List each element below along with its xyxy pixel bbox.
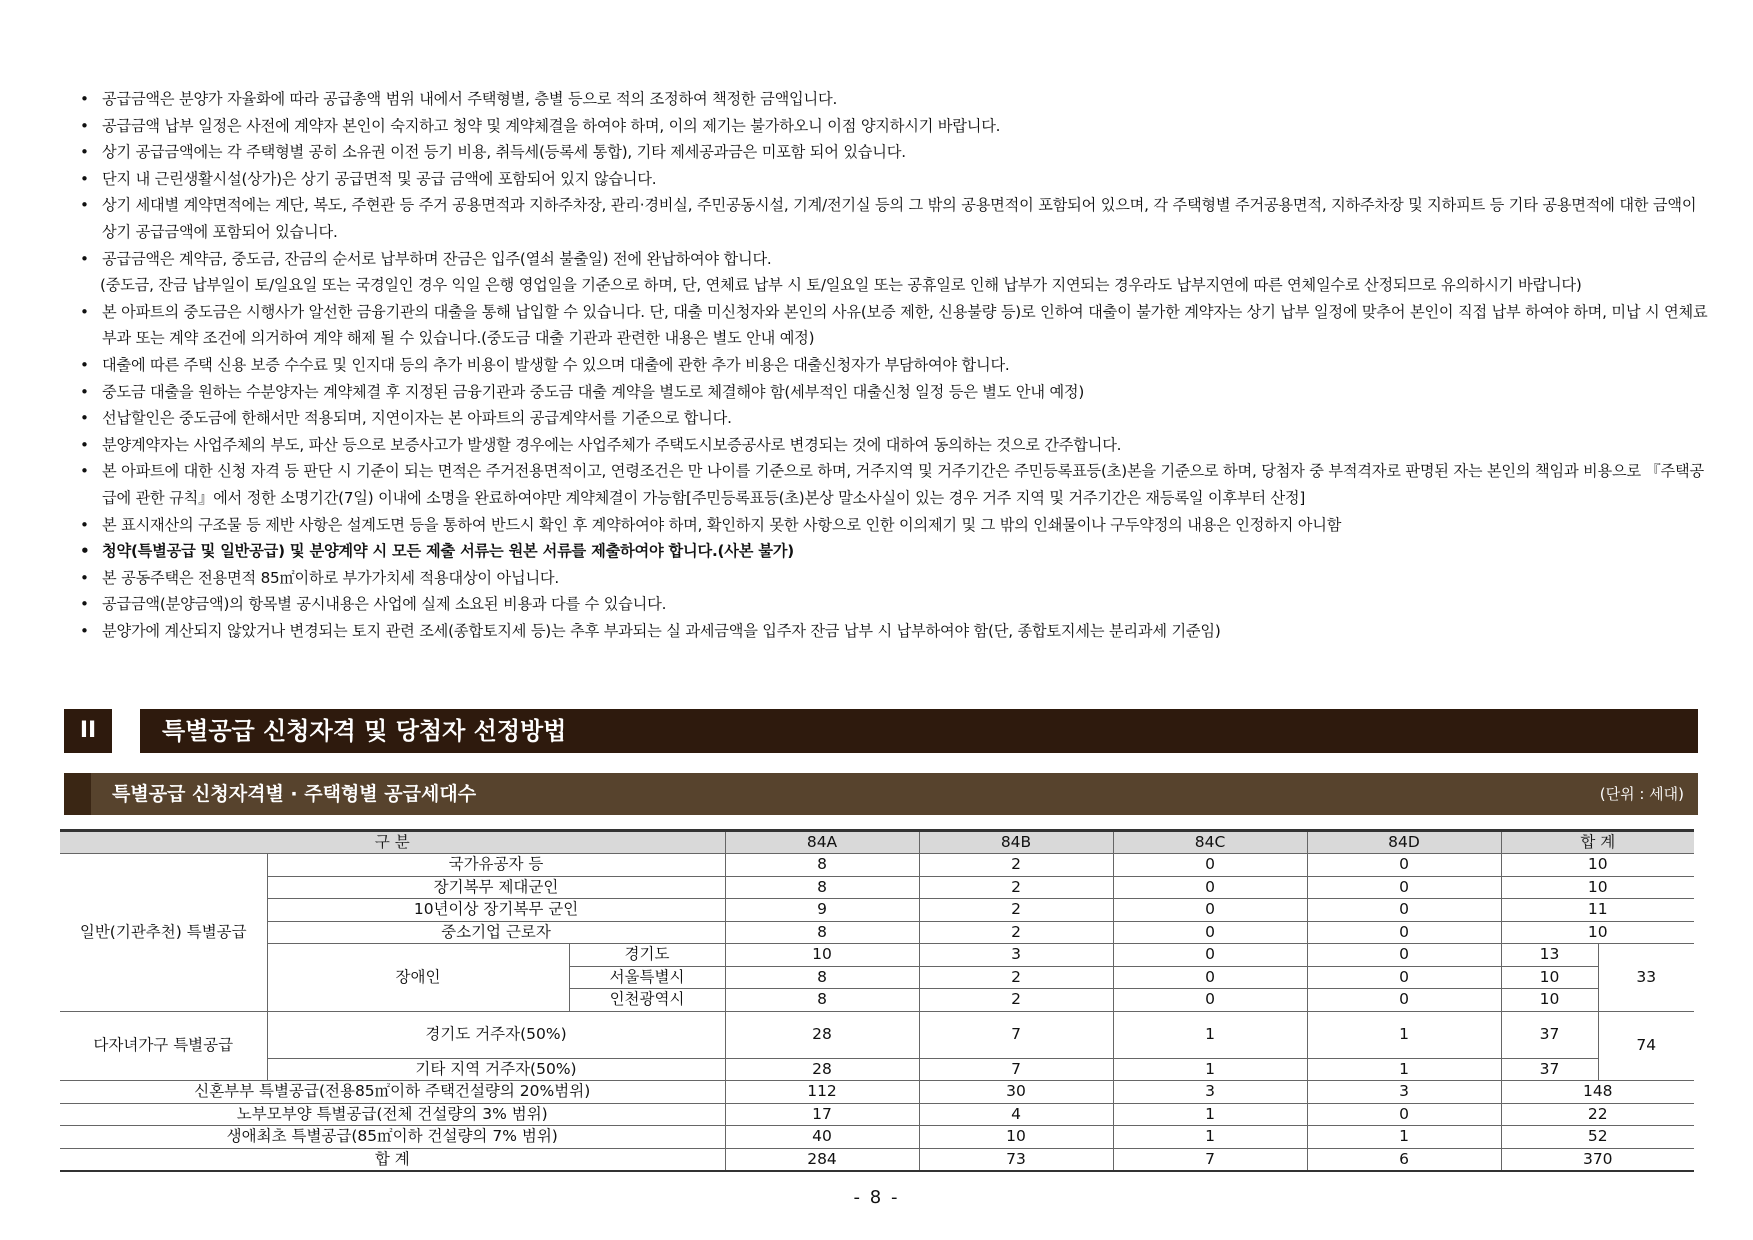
note-text: 본 아파트에 대한 신청 자격 등 판단 시 기준이 되는 면적은 주거전용면적이고, 연령조건은 만 나이를 기준으로 하며, 거주지역 및 거주기간은 주민등록표등(초)본을 기준으로 하며, 당첨자 중 부적격자로 판명된 자는 본인의 책임과 비용으로 『주택공급에 관한 규칙』에서 정한 소명기간(7일) 이내에 소명을 완료하여야만 계약체결이 가능함[주민등록표등(초)본상 말소사실이 있는 경우 거주 지역 및 거주기간은 재등록일 이후부터 산정] [102,462,1704,507]
cell-value: 0 [1307,876,1501,899]
note-text: 상기 세대별 계약면적에는 계단, 복도, 주현관 등 주거 공용면적과 지하주차장, 관리·경비실, 주민공동시설, 기계/전기실 등의 그 밖의 공용면적이 포함되어 있으며, 각 주택형별 주거공용면적, 지하주차장 및 지하피트 등 기타 공용면적에 대한 금액이 상기 공급금액에 포함되어 있습니다. [102,196,1697,241]
bullet-icon: • [80,196,89,215]
bullet-icon: • [80,515,89,534]
note-text: 청약(특별공급 및 일반공급) 및 분양계약 시 모든 제출 서류는 원본 서류를 제출하여야 합니다.(사본 불가) [102,542,794,561]
cell-value: 1 [1113,1011,1307,1058]
cell-group-sum: 74 [1598,1011,1694,1081]
section-title: 특별공급 신청자격 및 당첨자 선정방법 [140,709,1698,753]
bullet-icon: • [80,621,89,640]
cell-value: 0 [1307,899,1501,922]
note-item [80,618,1710,645]
table-row [60,1081,1694,1104]
note-item [80,379,1710,406]
cell-value: 0 [1113,899,1307,922]
cell-value: 2 [919,876,1113,899]
cell-value: 0 [1307,1103,1501,1126]
note-text: 공급금액 납부 일정은 사전에 계약자 본인이 숙지하고 청약 및 계약체결을 하여야 하며, 이의 제기는 불가하오니 이점 양지하시기 바랍니다. [102,116,1001,135]
cell-value: 0 [1113,944,1307,967]
section-number: II [64,709,112,753]
row-label: 장기복무 제대군인 [267,876,725,899]
note-item [80,246,1710,273]
cell-value: 1 [1113,1103,1307,1126]
table-row [60,854,1694,877]
cell-value: 1 [1307,1126,1501,1149]
header-total: 합 계 [1501,831,1694,854]
cell-value: 8 [725,876,919,899]
cell-value: 0 [1113,921,1307,944]
note-item [80,512,1710,539]
note-text: 분양계약자는 사업주체의 부도, 파산 등으로 보증사고가 발생할 경우에는 사업주체가 주택도시보증공사로 변경되는 것에 대하여 동의하는 것으로 간주합니다. [102,435,1122,454]
note-item [80,166,1710,193]
row-label: 중소기업 근로자 [267,921,725,944]
table-row [60,899,1694,922]
table-row [60,1103,1694,1126]
note-item [80,458,1710,511]
cell-value: 8 [725,966,919,989]
header-type: 84A [725,831,919,854]
row-label: 노부모부양 특별공급(전체 건설량의 3% 범위) [60,1103,725,1126]
group-label: 일반(기관추천) 특별공급 [60,854,267,1012]
grand-total-row [60,1148,1694,1171]
cell-subtotal: 37 [1501,1011,1598,1058]
disabled-label: 장애인 [267,944,569,1012]
cell-value: 7 [1113,1148,1307,1171]
cell-total: 10 [1501,921,1694,944]
cell-value: 10 [725,944,919,967]
cell-value: 284 [725,1148,919,1171]
cell-value: 0 [1307,854,1501,877]
note-item [80,565,1710,592]
cell-value: 2 [919,989,1113,1012]
note-item [80,299,1710,352]
supply-table [60,829,1694,1172]
cell-subtotal: 37 [1501,1058,1598,1081]
cell-value: 0 [1307,966,1501,989]
notes-list [80,86,1710,644]
table-header-row [60,831,1694,854]
cell-value: 30 [919,1081,1113,1104]
note-text: 공급금액(분양금액)의 항목별 공시내용은 사업에 실제 소요된 비용과 다를 수 있습니다. [102,595,667,614]
cell-total: 11 [1501,899,1694,922]
cell-subtotal: 13 [1501,944,1598,967]
cell-value: 2 [919,921,1113,944]
cell-value: 0 [1307,989,1501,1012]
table-row [60,1058,1694,1081]
bullet-icon: • [80,116,89,135]
cell-total: 52 [1501,1126,1694,1149]
note-item [80,432,1710,459]
cell-value: 0 [1113,989,1307,1012]
cell-value: 3 [1307,1081,1501,1104]
row-label: 신혼부부 특별공급(전용85㎡이하 주택건설량의 20%범위) [60,1081,725,1104]
cell-value: 9 [725,899,919,922]
note-text: 중도금 대출을 원하는 수분양자는 계약체결 후 지정된 금융기관과 중도금 대출 계약을 별도로 체결해야 함(세부적인 대출신청 일정 등은 별도 안내 예정) [102,382,1085,401]
header-category: 구 분 [60,831,725,854]
cell-value: 4 [919,1103,1113,1126]
header-type: 84D [1307,831,1501,854]
section-header [64,709,1698,753]
cell-subtotal: 10 [1501,966,1598,989]
note-text: 대출에 따른 주택 신용 보증 수수료 및 인지대 등의 추가 비용이 발생할 수 있으며 대출에 관한 추가 비용은 대출신청자가 부담하여야 합니다. [102,355,1010,374]
region-label: 경기도 [569,944,725,967]
table-row [60,1126,1694,1149]
cell-value: 3 [1113,1081,1307,1104]
bullet-icon: • [80,249,89,268]
cell-value: 0 [1307,944,1501,967]
row-label: 국가유공자 등 [267,854,725,877]
bullet-icon: • [80,90,89,108]
cell-total: 10 [1501,854,1694,877]
cell-value: 2 [919,854,1113,877]
note-text: 단지 내 근린생활시설(상가)은 상기 공급면적 및 공급 금액에 포함되어 있지 않습니다. [102,169,657,188]
bullet-icon: • [80,169,89,188]
note-item [80,538,1710,565]
cell-value: 1 [1307,1011,1501,1058]
note-item [80,591,1710,618]
note-text: 공급금액은 계약금, 중도금, 잔금의 순서로 납부하며 잔금은 입주(열쇠 불출일) 전에 완납하여야 합니다. [102,249,772,268]
cell-value: 7 [919,1011,1113,1058]
cell-total: 10 [1501,876,1694,899]
cell-group-sum: 33 [1598,944,1694,1012]
cell-value: 8 [725,989,919,1012]
table-row [60,876,1694,899]
cell-value: 73 [919,1148,1113,1171]
note-text: 공급금액은 분양가 자율화에 따라 공급총액 범위 내에서 주택형별, 층별 등으로 적의 조정하여 책정한 금액입니다. [102,90,838,108]
cell-value: 2 [919,966,1113,989]
header-type: 84B [919,831,1113,854]
row-label: 10년이상 장기복무 군인 [267,899,725,922]
row-label: 경기도 거주자(50%) [267,1011,725,1058]
cell-value: 7 [919,1058,1113,1081]
note-text: 본 아파트의 중도금은 시행사가 알선한 금융기관의 대출을 통해 납입할 수 있습니다. 단, 대출 미신청자와 본인의 사유(보증 제한, 신용불량 등)로 인하여 대출이 불가한 계약자는 상기 납부 일정에 맞추어 본인이 직접 납부 하여야 하며, 미납 시 연체료 부과 또는 계약 조건에 의거하여 계약 해제 될 수 있습니다.(중도금 대출 기관과 관련한 내용은 별도 안내 예정) [102,302,1708,348]
subsection-title: 특별공급 신청자격별 · 주택형별 공급세대수 [112,783,477,805]
note-text: 선납할인은 중도금에 한해서만 적용되며, 지연이자는 본 아파트의 공급계약서를 기준으로 합니다. [102,409,732,428]
cell-total: 22 [1501,1103,1694,1126]
note-item [80,352,1710,379]
cell-total: 148 [1501,1081,1694,1104]
bullet-icon: • [80,143,89,162]
cell-value: 0 [1307,921,1501,944]
cell-value: 10 [919,1126,1113,1149]
region-label: 인천광역시 [569,989,725,1012]
subsection-header [64,773,1698,815]
page-number: - 8 - [853,1187,900,1208]
cell-total: 370 [1501,1148,1694,1171]
cell-value: 6 [1307,1148,1501,1171]
note-item [80,192,1710,245]
cell-value: 28 [725,1058,919,1081]
bullet-icon: • [80,302,89,321]
bullet-icon: • [80,542,90,561]
bullet-icon: • [80,595,89,614]
cell-value: 17 [725,1103,919,1126]
row-label: 합 계 [60,1148,725,1171]
cell-value: 0 [1113,854,1307,877]
bullet-icon: • [80,462,89,481]
note-subtext: (중도금, 잔금 납부일이 토/일요일 또는 국경일인 경우 익일 은행 영업일을 기준으로 하며, 단, 연체료 납부 시 토/일요일 또는 공휴일로 인해 납부가 지연되는 경우라도 납부지연에 따른 연체일수로 산정되므로 유의하시기 바랍니다) [100,276,1582,295]
cell-value: 0 [1113,966,1307,989]
cell-value: 1 [1307,1058,1501,1081]
unit-label: (단위 : 세대) [1599,785,1684,803]
note-text: 본 공동주택은 전용면적 85㎡이하로 부가가치세 적용대상이 아닙니다. [102,568,560,587]
region-label: 서울특별시 [569,966,725,989]
note-text: 분양가에 계산되지 않았거나 변경되는 토지 관련 조세(종합토지세 등)는 추후 부과되는 실 과세금액을 입주자 잔금 납부 시 납부하여야 함(단, 종합토지세는 분리과세 기준임) [102,621,1221,640]
cell-value: 1 [1113,1126,1307,1149]
table-row [60,944,1694,967]
note-text: 본 표시재산의 구조물 등 제반 사항은 설계도면 등을 통하여 반드시 확인 후 계약하여야 하며, 확인하지 못한 사항으로 인한 이의제기 및 그 밖의 인쇄물이나 구두약정의 내용은 인정하지 아니함 [102,515,1342,534]
bullet-icon: • [80,435,89,454]
bullet-icon: • [80,355,89,374]
cell-subtotal: 10 [1501,989,1598,1012]
row-label: 기타 지역 거주자(50%) [267,1058,725,1081]
cell-value: 8 [725,921,919,944]
cell-value: 1 [1113,1058,1307,1081]
group-label: 다자녀가구 특별공급 [60,1011,267,1081]
note-text: 상기 공급금액에는 각 주택형별 공히 소유권 이전 등기 비용, 취득세(등록세 통합), 기타 제세공과금은 미포함 되어 있습니다. [102,143,906,162]
row-label: 생애최초 특별공급(85㎡이하 건설량의 7% 범위) [60,1126,725,1149]
note-item [80,139,1710,166]
note-item [80,113,1710,140]
bullet-icon: • [80,568,89,587]
table-row [60,1011,1694,1058]
cell-value: 8 [725,854,919,877]
header-type: 84C [1113,831,1307,854]
cell-value: 3 [919,944,1113,967]
note-item [80,86,1710,113]
note-item [80,405,1710,432]
subsection-accent [64,773,91,815]
cell-value: 112 [725,1081,919,1104]
table-row [60,921,1694,944]
cell-value: 28 [725,1011,919,1058]
bullet-icon: • [80,382,89,401]
cell-value: 2 [919,899,1113,922]
bullet-icon: • [80,409,89,428]
cell-value: 0 [1113,876,1307,899]
cell-value: 40 [725,1126,919,1149]
